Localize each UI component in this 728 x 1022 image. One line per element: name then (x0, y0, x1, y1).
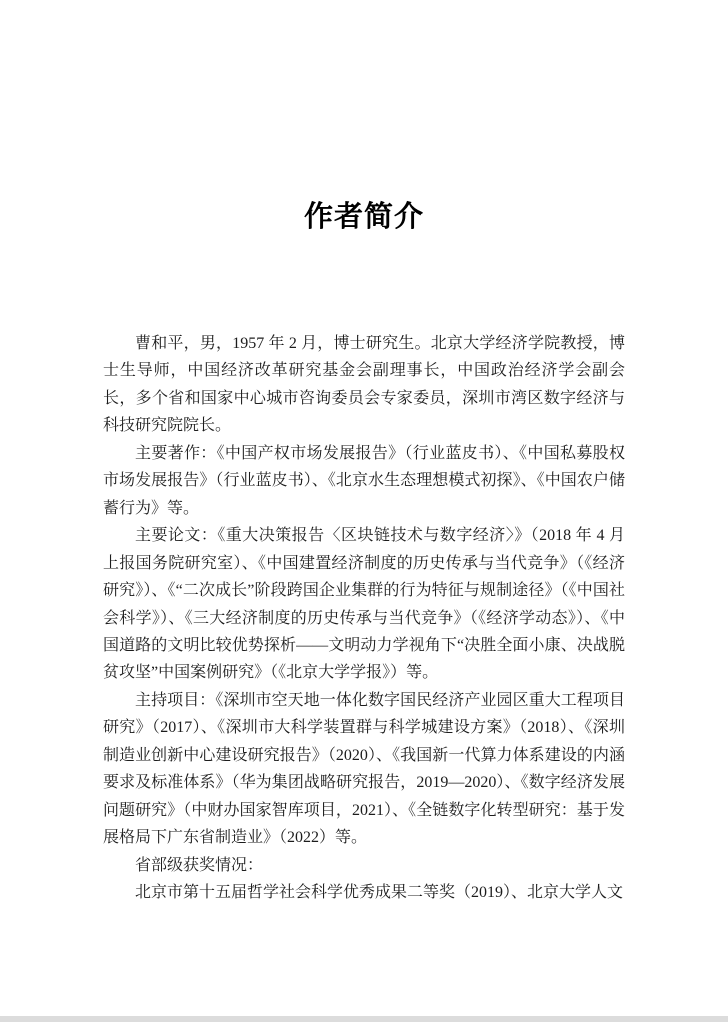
bio-paragraph-major-works: 主要著作：《中国产权市场发展报告》（行业蓝皮书）、《中国私募股权市场发展报告》（行业蓝皮书）、《北京水生态理想模式初探》、《中国农户储蓄行为》等。 (103, 444, 625, 517)
bio-paragraph-intro: 曹和平，男，1957 年 2 月，博士研究生。北京大学经济学院教授，博士生导师，中国经济改革研究基金会副理事长，中国政治经济学会副会长，多个省和国家中心城市咨询委员会专家委员，深圳市湾区数字经济与科技研究院院长。 (103, 335, 625, 435)
author-bio-text (103, 330, 625, 907)
bio-paragraph-projects: 主持项目：《深圳市空天地一体化数字国民经济产业园区重大工程项目研究》（2017）、《深圳市大科学装置群与科学城建设方案》（2018）、《深圳制造业创新中心建设研究报告》（2020）、《我国新一代算力体系建设的内涵要求及标准体系》（华为集团战略研究报告，2019—2020）、《数字经济发展问题研究》（中财办国家智库项目，2021）、《全链数字化转型研究：基于发展格局下广东省制造业》（2022）等。 (103, 691, 625, 847)
bio-paragraph-awards-heading: 省部级获奖情况： (135, 856, 264, 874)
page-title: 作者简介 (303, 201, 424, 233)
page-bottom-edge (0, 1016, 728, 1022)
bio-paragraph-awards: 北京市第十五届哲学社会科学优秀成果二等奖（2019）、北京大学人文 (135, 884, 624, 902)
bio-paragraph-major-papers: 主要论文：《重大决策报告〈区块链技术与数字经济〉》（2018 年 4 月上报国务院研究室）、《中国建置经济制度的历史传承与当代竞争》（《经济研究》）、《“二次成长”阶段跨国企业集群的行为特征与规制途径》（《中国社会科学》）、《三大经济制度的历史传承与当代竞争》（《经济学动态》）、《中国道路的文明比较优势探析——文明动力学视角下“决胜全面小康、决战脱贫攻坚”中国案例研究》（《北京大学学报》）等。 (103, 527, 625, 682)
